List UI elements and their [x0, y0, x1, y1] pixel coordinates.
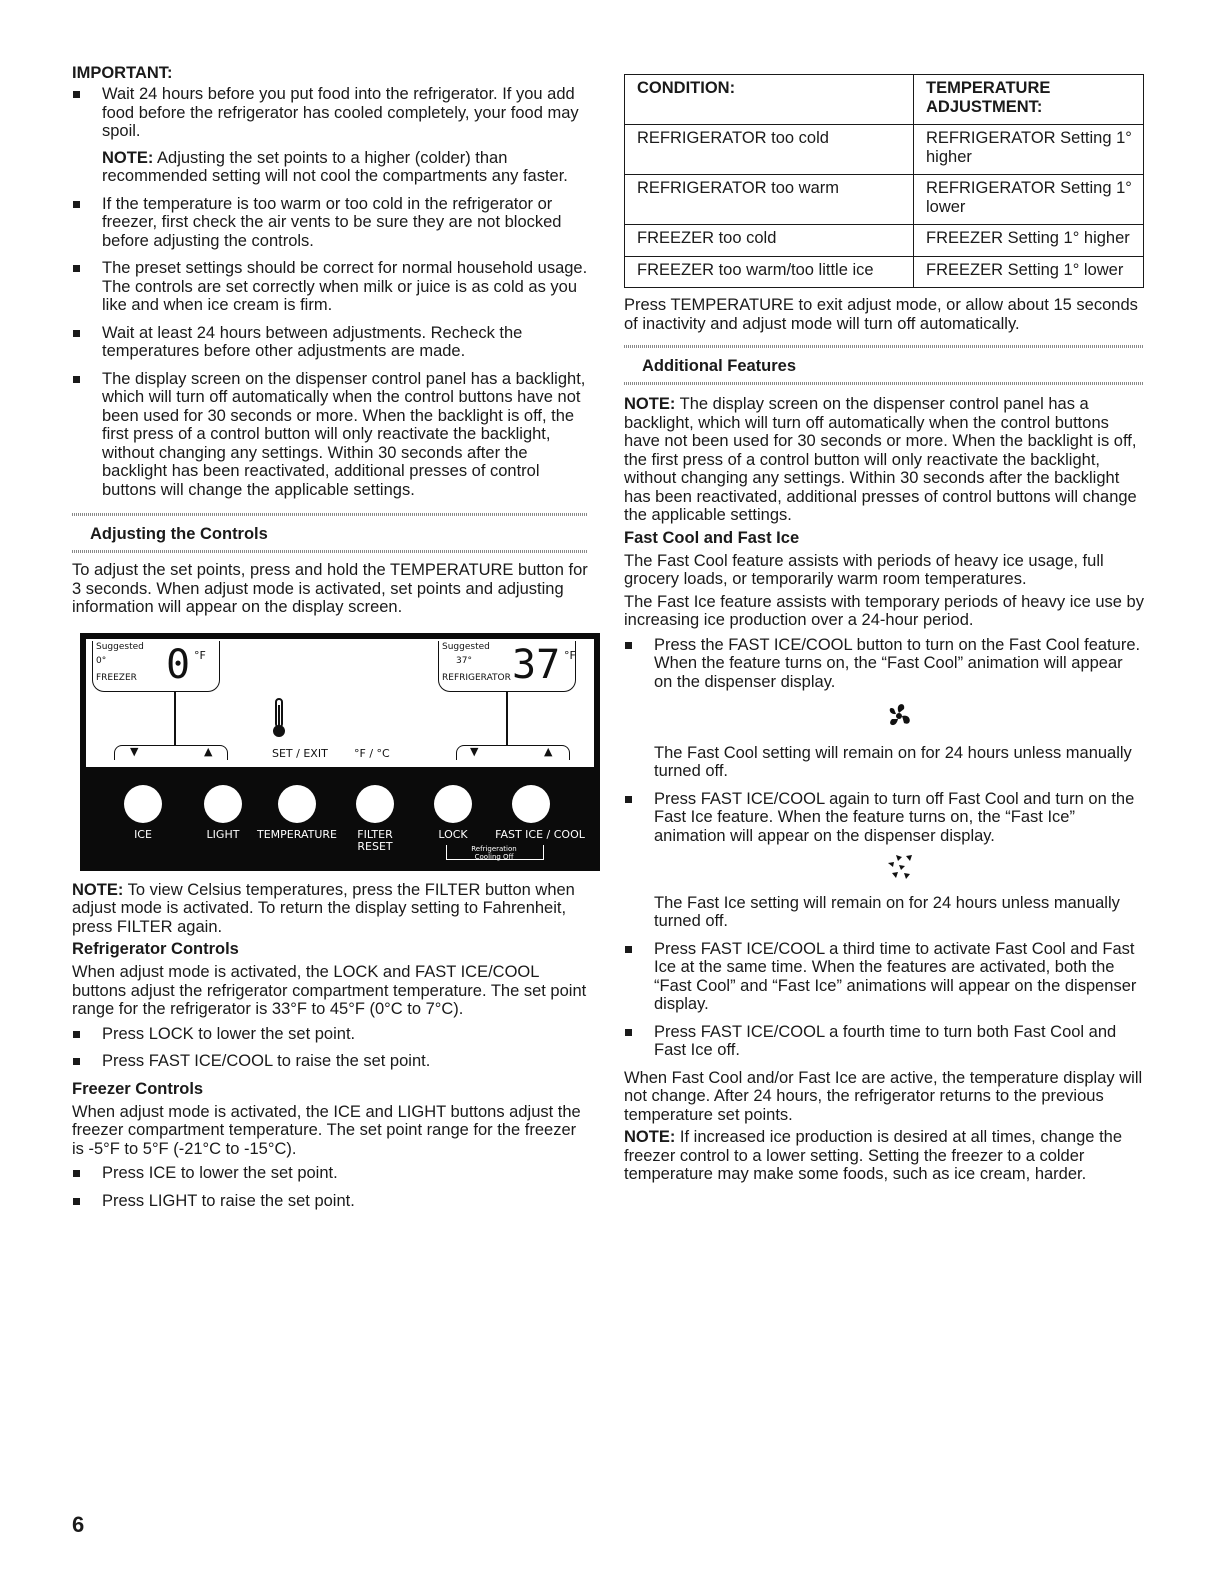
unit-toggle-label: °F / °C — [354, 746, 390, 760]
table-row — [625, 256, 1144, 288]
list-item: Press LIGHT to raise the set point. — [72, 1192, 588, 1211]
adjusting-intro: To adjust the set points, press and hold the TEMPERATURE button for 3 seconds. When adjust mode is activated, set points and adjusting information will appear on the display screen. — [72, 561, 588, 616]
fast-ice-cool-label: FAST ICE / COOL — [495, 827, 585, 841]
table-cell: FREEZER too cold — [625, 225, 914, 257]
note-paragraph: NOTE: Adjusting the set points to a higher (colder) than recommended setting will not cool the compartments any faster. — [102, 148, 568, 185]
fast-note: NOTE: If increased ice production is desired at all times, change the freezer control to a lower setting. Setting the freezer to a colder temperature may make some foods, such as ice cream, harder. — [624, 1128, 1123, 1183]
ice-button[interactable] — [124, 785, 162, 823]
list-item: Press FAST ICE/COOL to raise the set point. — [72, 1052, 588, 1071]
table-row — [625, 175, 1144, 225]
fridge-unit: °F — [564, 648, 576, 662]
table-header: TEMPERATURE ADJUSTMENT: — [914, 75, 1144, 125]
refrigerator-controls-heading: Refrigerator Controls — [72, 940, 239, 958]
down-arrow-icon: ▼ — [470, 744, 479, 758]
down-arrow-icon: ▼ — [130, 744, 139, 758]
fast-feature-list — [624, 636, 1144, 1060]
fridge-suggested-value: 37° — [456, 655, 472, 666]
fridge-temp-readout: 37 — [512, 641, 561, 688]
left-column — [72, 64, 588, 1219]
fast-cool-icon — [654, 699, 1144, 738]
button-row — [80, 767, 600, 871]
divider — [506, 691, 508, 745]
freezer-suggested-label: Suggested — [96, 641, 144, 652]
freezer-controls-heading: Freezer Controls — [72, 1079, 204, 1098]
table-cell: REFRIGERATOR too warm — [625, 175, 914, 225]
list-item: Press LOCK to lower the set point. — [72, 1025, 588, 1044]
celsius-note: NOTE: To view Celsius temperatures, press the FILTER button when adjust mode is activated. To return the display setting to Fahrenheit, press FILTER again. — [72, 880, 575, 936]
freezer-suggested-value: 0° — [96, 655, 107, 666]
list-item: Press FAST ICE/COOL a third time to activate Fast Cool and Fast Ice at the same time. When the features are activated, both the “Fast Cool” and “Fast Ice” animations will appear on the dispenser display. — [624, 940, 1144, 1014]
list-item: Press ICE to lower the set point. — [72, 1164, 588, 1183]
freezer-temp-readout: 0 — [166, 641, 191, 688]
table-cell: FREEZER too warm/too little ice — [625, 256, 914, 288]
ice-label: ICE — [134, 827, 152, 841]
list-item: Press FAST ICE/COOL a fourth time to turn both Fast Cool and Fast Ice off. — [624, 1023, 1144, 1060]
refrigerator-controls-list — [72, 1025, 588, 1071]
table-header: CONDITION: — [625, 75, 914, 125]
list-item: If the temperature is too warm or too cold in the refrigerator or freezer, first check the air vents to be sure they are not blocked before adjusting the controls. — [72, 195, 588, 251]
fan-icon — [884, 699, 914, 733]
freezer-label: FREEZER — [96, 672, 137, 683]
list-item: Press FAST ICE/COOL again to turn off Fast Cool and turn on the Fast Ice feature. When the feature turns on, the “Fast Ice” animation will appear on the dispenser display. The Fast Ice setting will remain on for 24 hours unless manually turned off. — [624, 790, 1144, 931]
list-item: Wait 24 hours before you put food into the refrigerator. If you add food before the refrigerator has cooled completely, your food may spoil. NOTE: Adjusting the set points to a higher (colder) than recommended setting will not cool the compartments any faster. — [72, 85, 588, 186]
table-cell: REFRIGERATOR too cold — [625, 125, 914, 175]
fast-cool-after: The Fast Cool setting will remain on for 24 hours unless manually turned off. — [654, 743, 1132, 780]
fast-ice-after: The Fast Ice setting will remain on for 24 hours unless manually turned off. — [654, 893, 1120, 930]
additional-note: NOTE: The display screen on the dispenser control panel has a backlight, which will turn off automatically when the control buttons have not been used for 30 seconds or more. When the backlight is off, the first press of a control button will only reactivate the backlight, without changing any settings. Within 30 seconds after the backlight has been reactivated, additional presses of control buttons will change the applicable settings. — [624, 395, 1137, 524]
lock-label: LOCK — [438, 827, 468, 841]
freezer-unit: °F — [194, 648, 206, 662]
fridge-label: REFRIGERATOR — [442, 672, 511, 683]
table-cell: FREEZER Setting 1° lower — [914, 256, 1144, 288]
list-item: Press the FAST ICE/COOL button to turn on the Fast Cool feature. When the feature turns on, the “Fast Cool” animation will appear on the dispenser display. The Fast Cool setting will remain on for 24 hours unless manually turned off. — [624, 636, 1144, 781]
fast-ice-cool-button[interactable] — [512, 785, 550, 823]
fast-after-paragraph: When Fast Cool and/or Fast Ice are active, the temperature display will not change. After 24 hours, the refrigerator returns to the previous temperature set points. — [624, 1068, 1143, 1124]
temperature-button[interactable] — [278, 785, 316, 823]
table-header-row — [625, 75, 1144, 125]
filter-reset-button[interactable] — [356, 785, 394, 823]
up-arrow-icon: ▲ — [204, 744, 213, 758]
condition-table — [624, 74, 1144, 288]
lock-sub-label: Refrigeration Cooling Off — [471, 844, 517, 861]
exit-text: Press TEMPERATURE to exit adjust mode, or allow about 15 seconds of inactivity and adjust mode will turn off automatically. — [624, 296, 1138, 333]
fast-cool-paragraph: The Fast Cool feature assists with periods of heavy ice usage, full grocery loads, or temporarily warm room temperatures. — [624, 551, 1104, 588]
important-list — [72, 85, 588, 499]
list-item: The display screen on the dispenser control panel has a backlight, which will turn off automatically when the control buttons have not been used for 30 seconds or more. When the backlight is off, the first press of a control button will only reactivate the backlight, without changing any settings. Within 30 seconds after the backlight has been reactivated, additional presses of control buttons will change the applicable settings. — [72, 370, 588, 500]
table-cell: REFRIGERATOR Setting 1° lower — [914, 175, 1144, 225]
ice-cubes-icon — [882, 853, 916, 883]
freezer-controls-list — [72, 1164, 588, 1210]
freezer-controls-text: When adjust mode is activated, the ICE and LIGHT buttons adjust the freezer compartment temperature. The set point range for the freezer is -5°F to 5°F (-21°C to -15°C). — [72, 1102, 581, 1158]
light-label: LIGHT — [206, 827, 240, 841]
temperature-label: TEMPERATURE — [257, 827, 337, 841]
important-heading: IMPORTANT: — [72, 64, 173, 82]
fast-ice-paragraph: The Fast Ice feature assists with temporary periods of heavy ice use by increasing ice production over a 24-hour period. — [624, 592, 1144, 629]
lock-button[interactable] — [434, 785, 472, 823]
divider — [174, 691, 176, 745]
additional-features-heading: Additional Features — [624, 345, 1144, 385]
filter-reset-label: FILTER RESET — [357, 827, 393, 853]
right-column — [624, 64, 1144, 1184]
fast-ice-icon — [654, 853, 1144, 888]
list-item: Wait at least 24 hours between adjustments. Recheck the temperatures before other adjustments are made. — [72, 324, 588, 361]
display-screen — [86, 639, 594, 767]
up-arrow-icon: ▲ — [544, 744, 553, 758]
list-item: The preset settings should be correct for normal household usage. The controls are set correctly when milk or juice is as cold as you like and when ice cream is firm. — [72, 259, 588, 315]
table-row — [625, 125, 1144, 175]
page-number: 6 — [72, 1512, 85, 1537]
table-cell: REFRIGERATOR Setting 1° higher — [914, 125, 1144, 175]
set-exit-label: SET / EXIT — [272, 746, 328, 760]
table-row — [625, 225, 1144, 257]
adjusting-heading: Adjusting the Controls — [72, 513, 588, 553]
light-button[interactable] — [204, 785, 242, 823]
thermometer-icon — [272, 697, 286, 739]
refrigerator-controls-text: When adjust mode is activated, the LOCK and FAST ICE/COOL buttons adjust the refrigerator compartment temperature. The set point range for the refrigerator is 33°F to 45°F (0°C to 7°C). — [72, 963, 587, 1018]
control-panel-illustration — [80, 633, 600, 871]
table-cell: FREEZER Setting 1° higher — [914, 225, 1144, 257]
fridge-suggested-label: Suggested — [442, 641, 490, 652]
fast-cool-ice-heading: Fast Cool and Fast Ice — [624, 528, 800, 547]
